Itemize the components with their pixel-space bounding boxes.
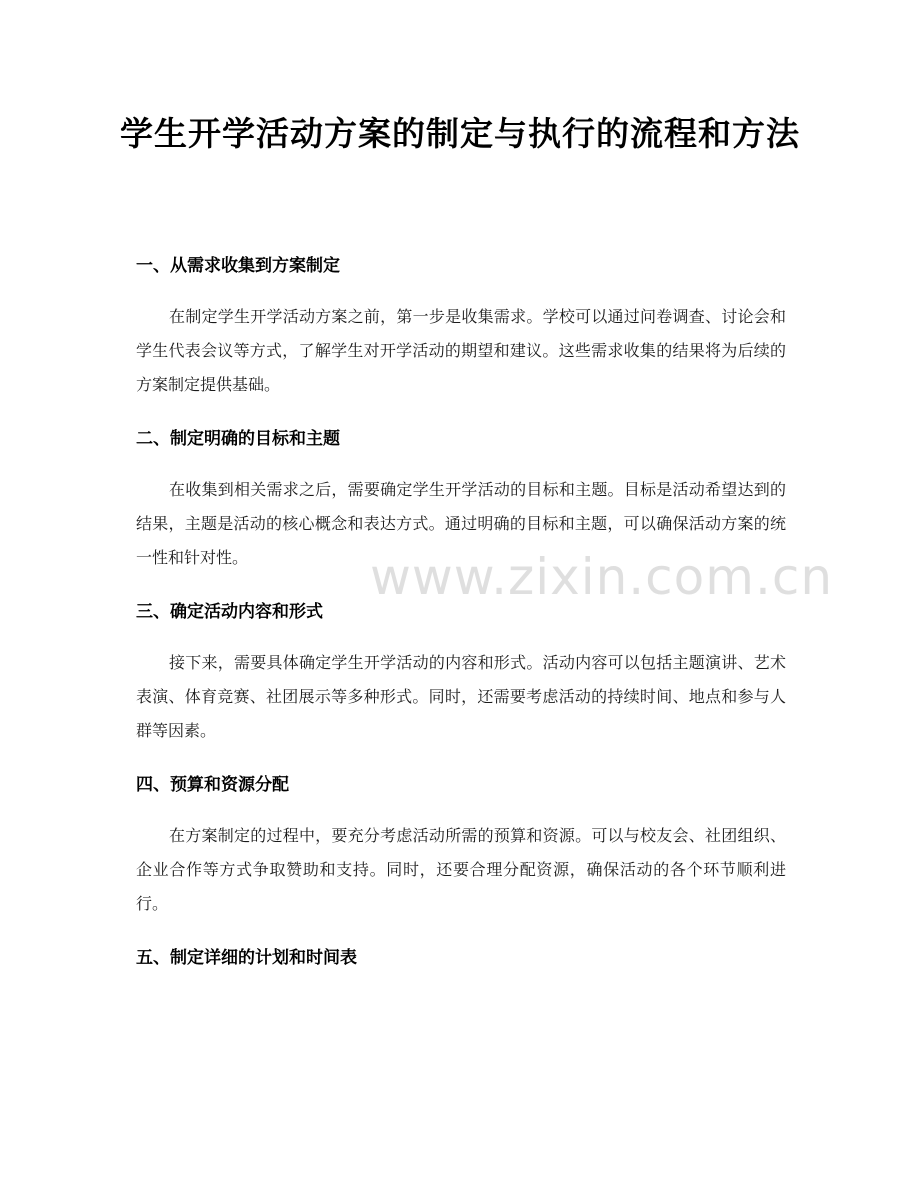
watermark-text: www.zixin.com.cn bbox=[370, 548, 834, 606]
section-1-heading: 一、从需求收集到方案制定 bbox=[136, 256, 340, 276]
section-4-paragraph: 在方案制定的过程中，要充分考虑活动所需的预算和资源。可以与校友会、社团组织、企业合作等方式争取赞助和支持。同时，还要合理分配资源，确保活动的各个环节顺利进行。 bbox=[136, 826, 786, 913]
document-title: 学生开学活动方案的制定与执行的流程和方法 bbox=[120, 114, 800, 153]
section-3-paragraph: 接下来，需要具体确定学生开学活动的内容和形式。活动内容可以包括主题演讲、艺术表演、体育竞赛、社团展示等多种形式。同时，还需要考虑活动的持续时间、地点和参与人群等因素。 bbox=[136, 653, 786, 740]
section-3-heading: 三、确定活动内容和形式 bbox=[136, 602, 323, 622]
section-2-heading: 二、制定明确的目标和主题 bbox=[136, 429, 340, 449]
section-5-heading: 五、制定详细的计划和时间表 bbox=[136, 948, 357, 968]
section-2-paragraph: 在收集到相关需求之后，需要确定学生开学活动的目标和主题。目标是活动希望达到的结果，主题是活动的核心概念和表达方式。通过明确的目标和主题，可以确保活动方案的统一性和针对性。 bbox=[136, 480, 786, 567]
section-1-paragraph: 在制定学生开学活动方案之前，第一步是收集需求。学校可以通过问卷调查、讨论会和学生代表会议等方式，了解学生对开学活动的期望和建议。这些需求收集的结果将为后续的方案制定提供基础。 bbox=[136, 307, 786, 394]
section-4-heading: 四、预算和资源分配 bbox=[136, 775, 289, 795]
